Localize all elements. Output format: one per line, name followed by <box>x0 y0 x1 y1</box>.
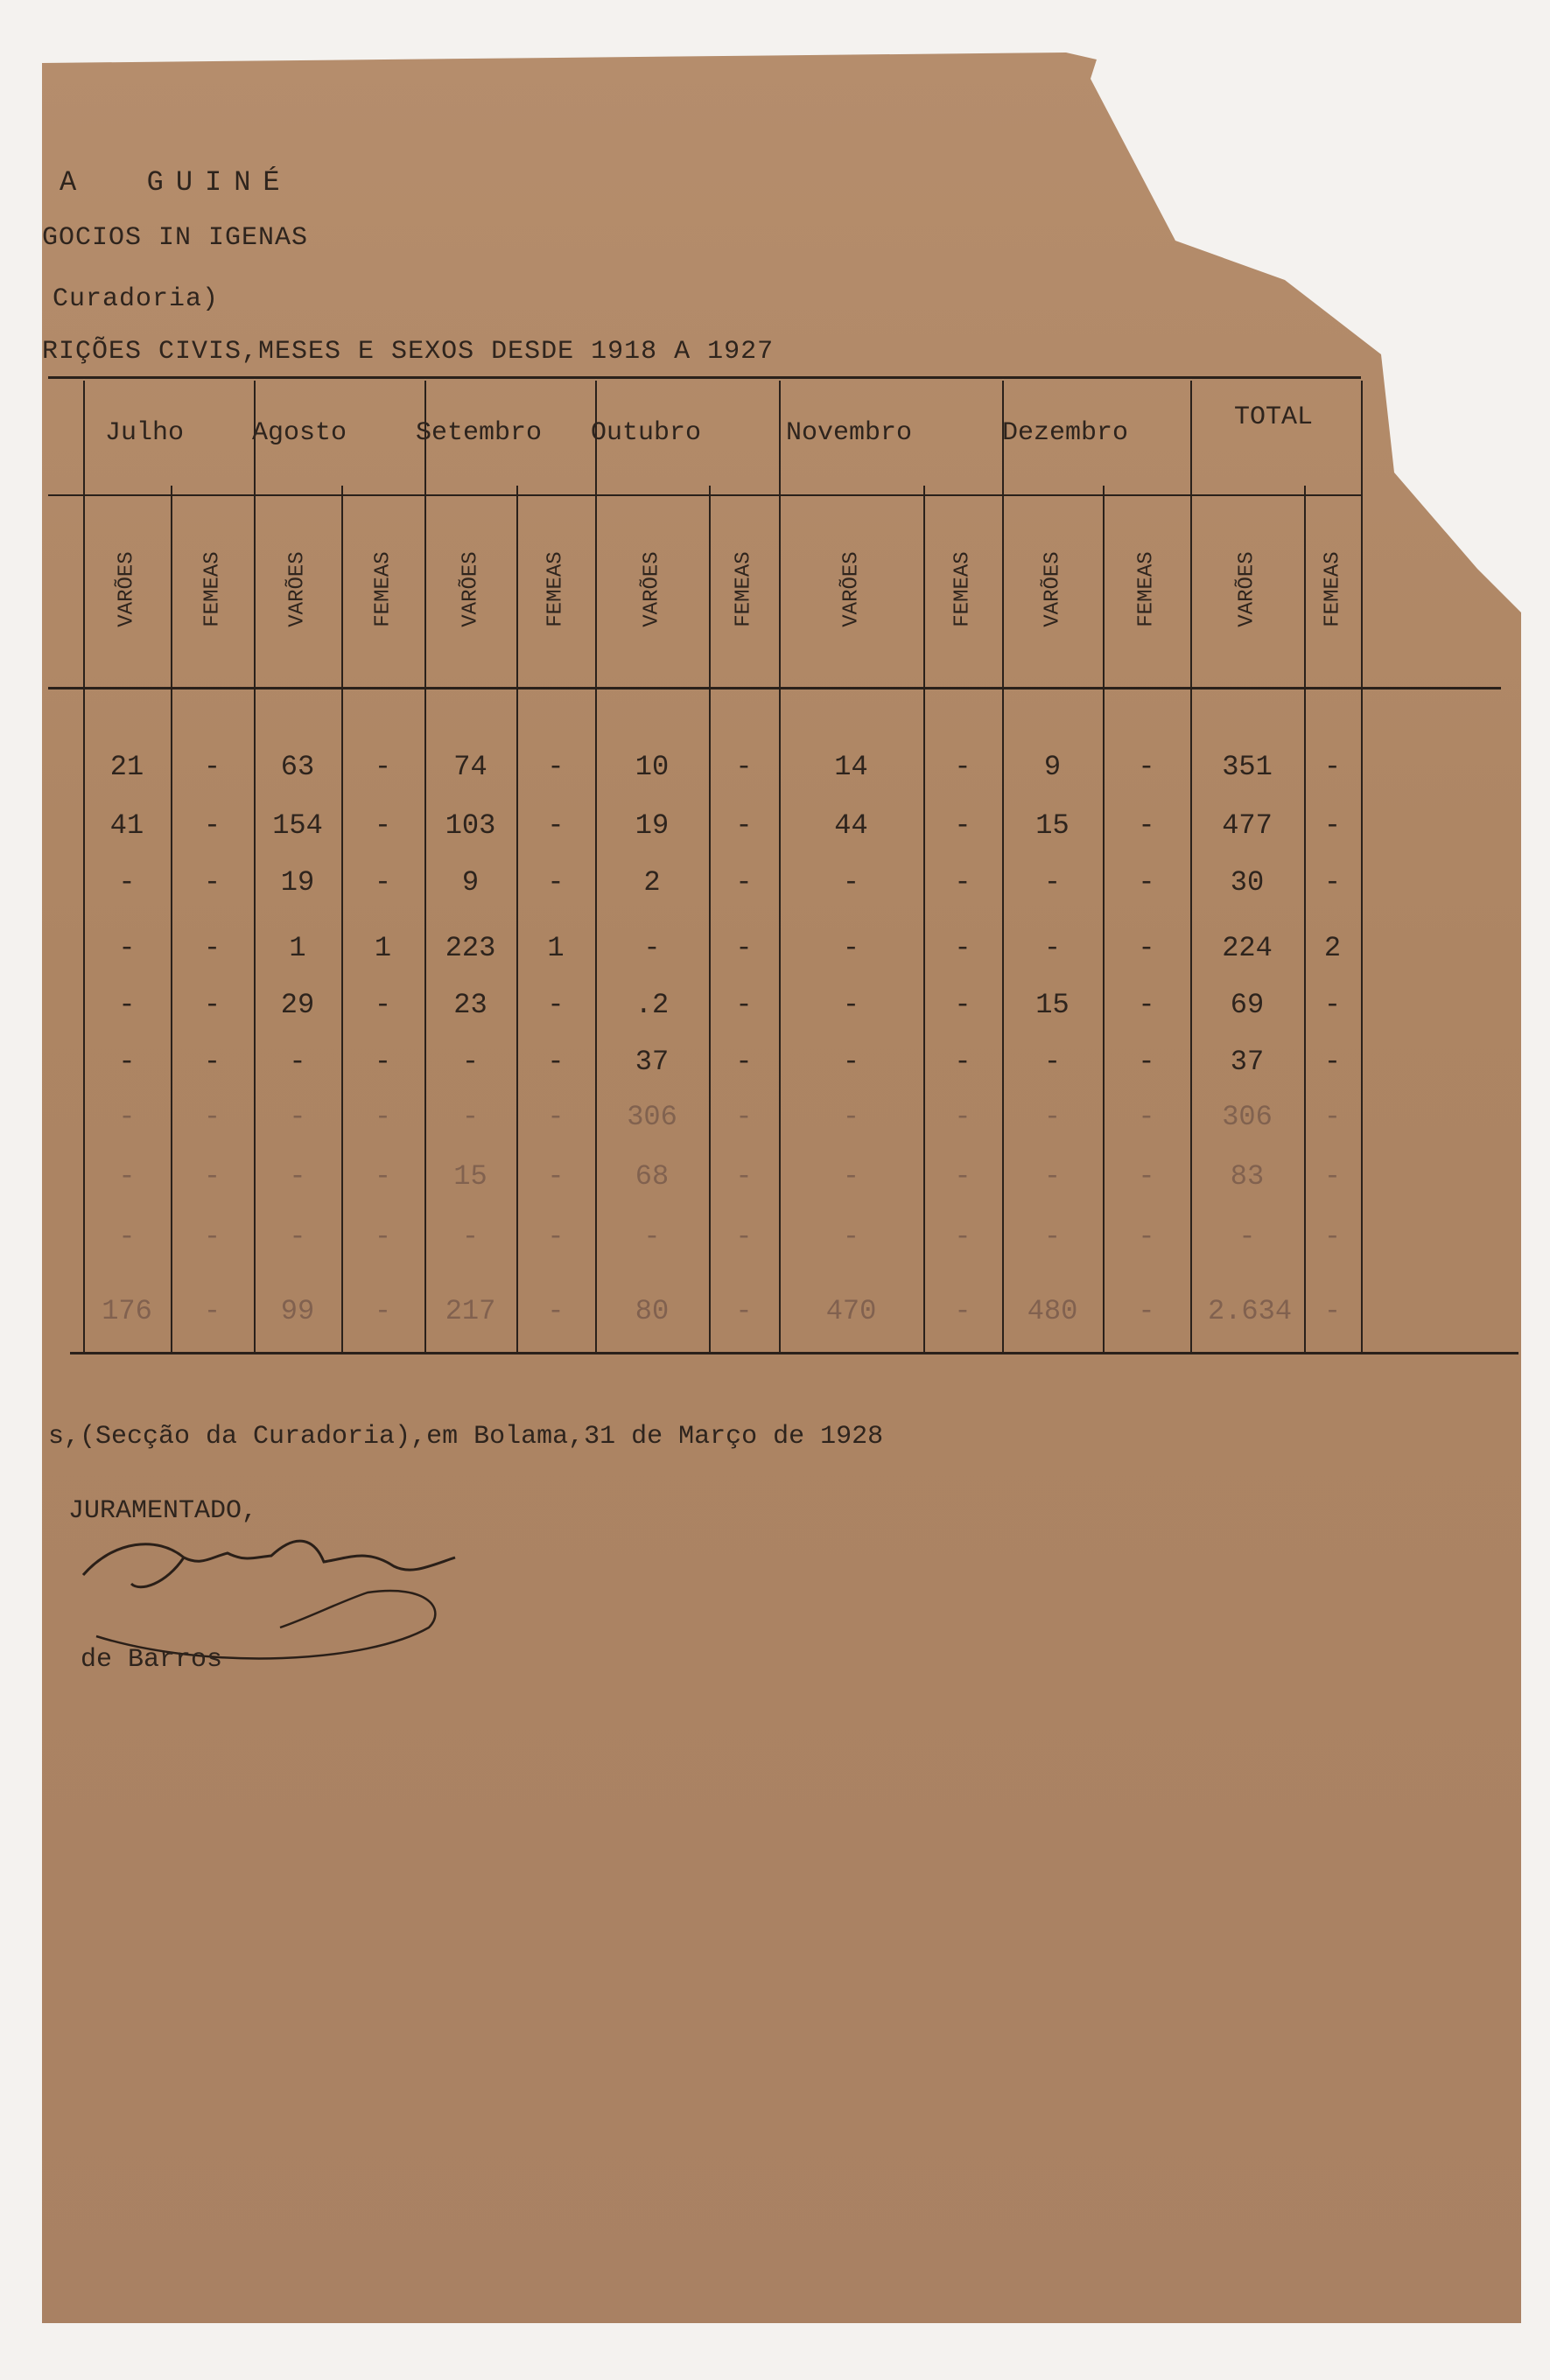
table-cell: - <box>1323 866 1342 899</box>
table-cell: - <box>954 866 971 899</box>
table-cell: .2 <box>635 989 670 1021</box>
table-cell: - <box>1323 751 1342 783</box>
table-cell: 9 <box>461 866 480 899</box>
column-rule <box>1002 381 1004 1352</box>
table-cell: 2.634 <box>1208 1295 1293 1327</box>
month-label-7: TOTAL <box>1234 402 1314 432</box>
table-cell: - <box>842 866 860 899</box>
table-cell: - <box>735 932 753 964</box>
table-cell: - <box>1138 866 1155 899</box>
column-rule <box>595 381 597 1352</box>
table-cell: 15 <box>1035 989 1070 1021</box>
table-cell: - <box>735 751 753 783</box>
table-cell: - <box>954 1160 971 1193</box>
table-cell: - <box>842 932 860 964</box>
column-rule <box>254 381 256 1352</box>
table-cell: 470 <box>825 1295 877 1327</box>
table-cell: - <box>643 932 661 964</box>
column-subheader: VARÕES <box>1041 551 1064 627</box>
table-cell: - <box>1138 1101 1155 1133</box>
table-cell: - <box>374 1046 392 1078</box>
table-cell: - <box>1043 1046 1062 1078</box>
table-cell: - <box>1323 1101 1342 1133</box>
table-cell: - <box>842 1160 860 1193</box>
table-cell: - <box>203 932 221 964</box>
header-table-caption: RIÇÕES CIVIS,MESES E SEXOS DESDE 1918 A 1927 <box>42 337 775 367</box>
table-cell: 44 <box>834 809 868 842</box>
table-bottom-rule <box>70 1352 1518 1354</box>
column-subheader: VARÕES <box>839 551 863 627</box>
footer-place-date: s,(Secção da Curadoria),em Bolama,31 de Março de 1928 <box>48 1422 884 1452</box>
table-cell: - <box>735 1101 753 1133</box>
table-cell: - <box>461 1101 480 1133</box>
table-cell: - <box>203 1160 221 1193</box>
table-cell: - <box>203 1295 221 1327</box>
table-cell: 224 <box>1222 932 1273 964</box>
column-subheader: FEMEAS <box>950 551 975 627</box>
table-cell: 30 <box>1230 866 1265 899</box>
table-cell: - <box>203 1046 221 1078</box>
table-cell: - <box>842 989 860 1021</box>
table-cell: - <box>735 989 753 1021</box>
table-cell: - <box>547 989 565 1021</box>
column-rule <box>424 381 426 1352</box>
column-rule <box>1103 486 1105 1352</box>
table-cell: - <box>118 866 136 899</box>
table-cell: - <box>1323 1046 1342 1078</box>
table-cell: - <box>547 1046 565 1078</box>
table-cell: - <box>1043 1101 1062 1133</box>
column-subheader: VARÕES <box>640 551 664 627</box>
table-cell: 1 <box>289 932 306 964</box>
table-cell: 29 <box>280 989 315 1021</box>
signature-name: de Barros <box>81 1645 223 1675</box>
month-label-5: Novembro <box>786 418 913 448</box>
table-cell: - <box>1138 751 1155 783</box>
column-subheader: FEMEAS <box>1321 551 1344 627</box>
table-cell: - <box>735 809 753 842</box>
column-subheader: VARÕES <box>1235 551 1259 627</box>
table-top-rule <box>48 376 1361 379</box>
month-label-1: Julho <box>105 418 185 448</box>
table-cell: 477 <box>1222 809 1273 842</box>
table-cell: 223 <box>445 932 496 964</box>
table-cell: 1 <box>547 932 565 964</box>
table-cell: - <box>547 809 565 842</box>
table-cell: - <box>735 866 753 899</box>
table-cell: - <box>118 932 136 964</box>
table-cell: - <box>547 866 565 899</box>
table-cell: 69 <box>1230 989 1265 1021</box>
table-cell: - <box>547 1221 565 1253</box>
month-divider-rule <box>48 494 1361 496</box>
column-subheader: VARÕES <box>115 551 139 627</box>
table-cell: - <box>1138 1221 1155 1253</box>
table-cell: 217 <box>445 1295 496 1327</box>
table-cell: 351 <box>1222 751 1273 783</box>
table-cell: 2 <box>643 866 661 899</box>
table-cell: 306 <box>1222 1101 1273 1133</box>
table-cell: 306 <box>627 1101 677 1133</box>
table-cell: - <box>203 989 221 1021</box>
footer-juramentado: JURAMENTADO, <box>68 1496 258 1526</box>
column-subheader: FEMEAS <box>1134 551 1159 627</box>
table-cell: - <box>118 1160 136 1193</box>
table-cell: 2 <box>1323 932 1342 964</box>
table-cell: 99 <box>280 1295 315 1327</box>
table-cell: - <box>1138 932 1155 964</box>
table-cell: 74 <box>453 751 487 783</box>
table-cell: - <box>1138 1160 1155 1193</box>
table-cell: - <box>842 1046 860 1078</box>
table-cell: - <box>547 1295 565 1327</box>
table-cell: 14 <box>834 751 868 783</box>
table-cell: 21 <box>109 751 144 783</box>
column-subheader: FEMEAS <box>200 551 224 627</box>
column-subheader: FEMEAS <box>732 551 756 627</box>
table-cell: - <box>374 1101 392 1133</box>
table-cell: - <box>374 751 392 783</box>
table-cell: - <box>735 1221 753 1253</box>
table-cell: - <box>203 751 221 783</box>
table-cell: - <box>461 1046 480 1078</box>
table-cell: - <box>374 1295 392 1327</box>
header-section: Curadoria) <box>53 284 220 314</box>
table-cell: - <box>954 1295 971 1327</box>
table-cell: - <box>1238 1221 1256 1253</box>
table-cell: - <box>954 1221 971 1253</box>
table-cell: - <box>374 1160 392 1193</box>
table-cell: 80 <box>635 1295 670 1327</box>
table-cell: - <box>203 809 221 842</box>
table-cell: - <box>1043 1160 1062 1193</box>
table-cell: 37 <box>1230 1046 1265 1078</box>
table-cell: 19 <box>635 809 670 842</box>
month-label-4: Outubro <box>591 418 702 448</box>
table-cell: - <box>1323 1160 1342 1193</box>
table-cell: - <box>1043 866 1062 899</box>
table-cell: - <box>643 1221 661 1253</box>
table-cell: - <box>1323 809 1342 842</box>
column-subheader: VARÕES <box>459 551 482 627</box>
header-title: A GUINÉ <box>60 166 292 199</box>
table-cell: 154 <box>272 809 323 842</box>
table-cell: - <box>1323 1221 1342 1253</box>
table-cell: - <box>203 866 221 899</box>
table-cell: - <box>1138 989 1155 1021</box>
month-label-2: Agosto <box>252 418 347 448</box>
table-cell: 15 <box>1035 809 1070 842</box>
table-cell: - <box>289 1046 306 1078</box>
table-cell: - <box>203 1101 221 1133</box>
table-cell: - <box>954 989 971 1021</box>
table-cell: - <box>118 1046 136 1078</box>
table-cell: 176 <box>102 1295 152 1327</box>
table-cell: 23 <box>453 989 487 1021</box>
subheader-bottom-rule <box>48 687 1501 690</box>
column-rule <box>1190 381 1192 1352</box>
table-cell: - <box>374 866 392 899</box>
header-department: GOCIOS IN IGENAS <box>42 223 309 253</box>
column-subheader: VARÕES <box>285 551 310 627</box>
table-cell: - <box>1138 809 1155 842</box>
column-subheader: FEMEAS <box>371 551 395 627</box>
table-cell: - <box>1043 932 1062 964</box>
table-cell: - <box>118 989 136 1021</box>
table-cell: 83 <box>1230 1160 1265 1193</box>
table-cell: - <box>461 1221 480 1253</box>
month-label-3: Setembro <box>416 418 543 448</box>
table-cell: 19 <box>280 866 315 899</box>
table-cell: - <box>289 1221 306 1253</box>
table-cell: - <box>1138 1046 1155 1078</box>
table-cell: - <box>289 1160 306 1193</box>
table-cell: - <box>374 809 392 842</box>
table-cell: - <box>374 989 392 1021</box>
table-cell: - <box>547 1160 565 1193</box>
table-cell: - <box>954 1101 971 1133</box>
table-cell: 63 <box>280 751 315 783</box>
table-cell: - <box>374 1221 392 1253</box>
table-cell: - <box>954 932 971 964</box>
table-cell: - <box>1323 989 1342 1021</box>
table-cell: - <box>954 1046 971 1078</box>
table-cell: 37 <box>635 1046 670 1078</box>
table-cell: - <box>842 1101 860 1133</box>
table-cell: - <box>1043 1221 1062 1253</box>
table-cell: - <box>118 1221 136 1253</box>
table-cell: 480 <box>1027 1295 1078 1327</box>
table-cell: - <box>1138 1295 1155 1327</box>
table-cell: - <box>1323 1295 1342 1327</box>
table-cell: 1 <box>374 932 392 964</box>
column-rule <box>83 381 85 1352</box>
table-cell: 9 <box>1043 751 1062 783</box>
table-cell: - <box>735 1295 753 1327</box>
table-cell: 103 <box>445 809 496 842</box>
table-cell: 41 <box>109 809 144 842</box>
table-cell: - <box>289 1101 306 1133</box>
table-cell: - <box>547 751 565 783</box>
table-cell: - <box>547 1101 565 1133</box>
table-cell: - <box>735 1046 753 1078</box>
table-cell: - <box>954 751 971 783</box>
table-cell: 15 <box>453 1160 487 1193</box>
table-cell: - <box>735 1160 753 1193</box>
column-subheader: FEMEAS <box>544 551 568 627</box>
table-cell: 10 <box>635 751 670 783</box>
table-cell: - <box>203 1221 221 1253</box>
table-cell: - <box>118 1101 136 1133</box>
table-cell: - <box>842 1221 860 1253</box>
table-cell: - <box>954 809 971 842</box>
table-cell: 68 <box>635 1160 670 1193</box>
month-label-6: Dezembro <box>1002 418 1129 448</box>
